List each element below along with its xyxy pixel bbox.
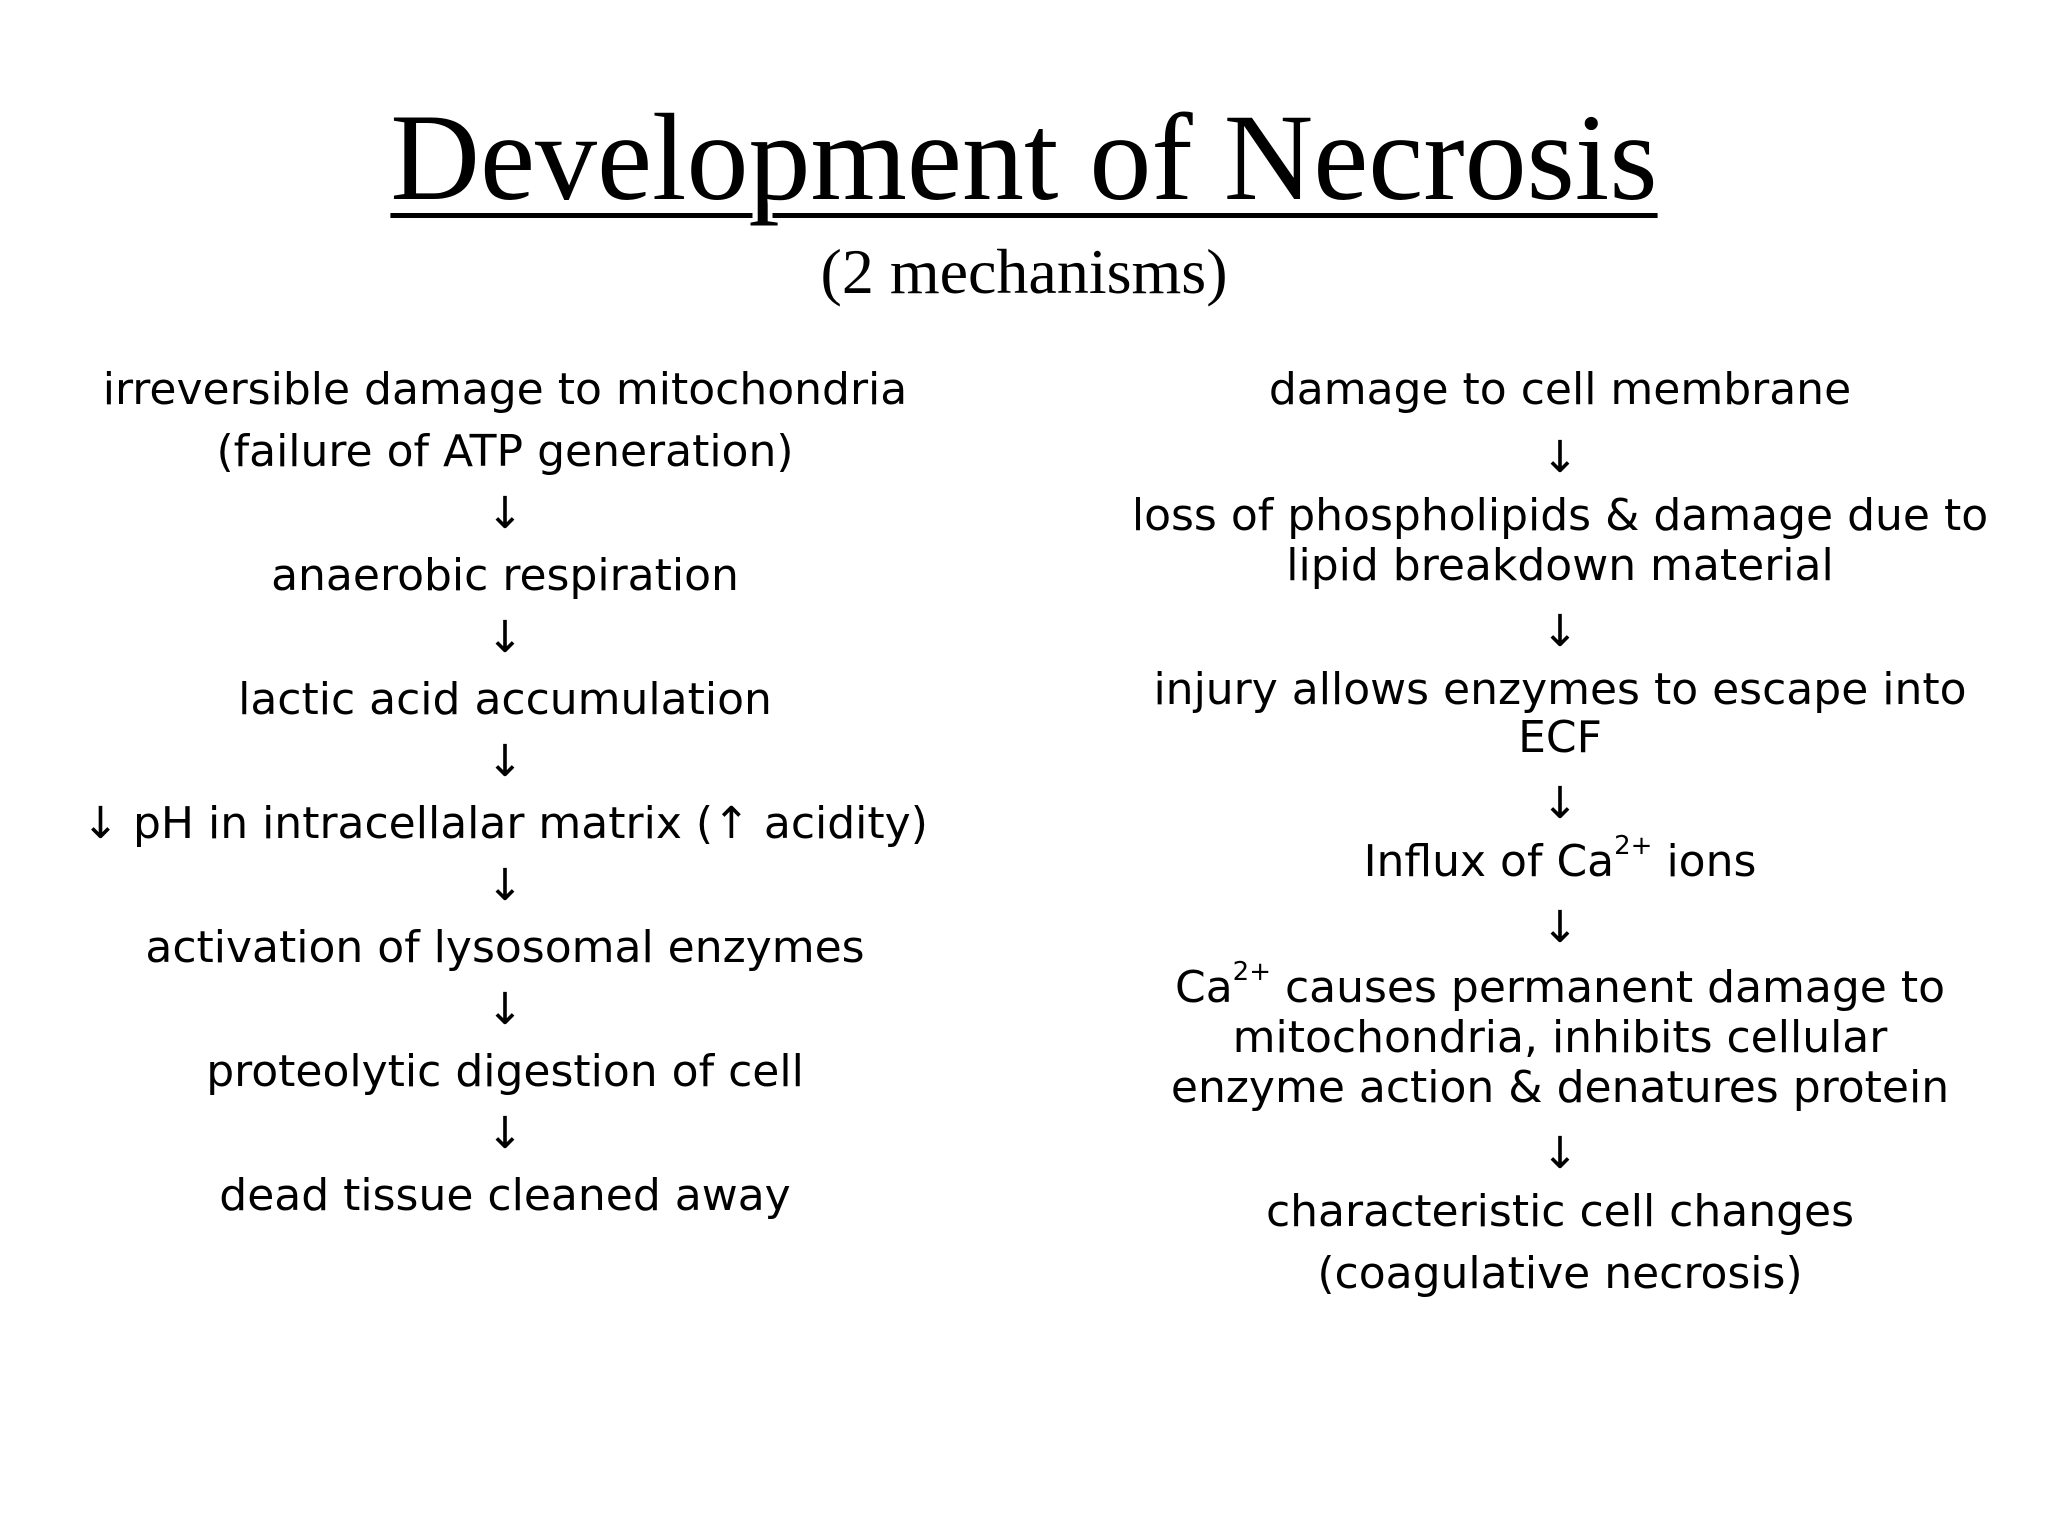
down-arrow-icon: ↓ xyxy=(1541,432,1579,483)
right-step-6-line-2: (coagulative necrosis) xyxy=(1317,1248,1803,1299)
right-step-5-text-end: causes permanent damage to xyxy=(1270,962,1946,1013)
down-arrow-icon: ↓ xyxy=(486,736,524,787)
right-step-1: damage to cell membrane xyxy=(1268,364,1852,415)
down-arrow-icon: ↓ xyxy=(486,984,524,1035)
left-step-6: proteolytic digestion of cell xyxy=(206,1046,804,1097)
left-step-1-line-2: (failure of ATP generation) xyxy=(216,426,794,477)
down-arrow-icon: ↓ xyxy=(1541,1128,1579,1179)
right-step-2-line-1: loss of phospholipids & damage due to xyxy=(1131,490,1989,541)
down-arrow-icon: ↓ xyxy=(1541,778,1579,829)
down-arrow-icon: ↓ xyxy=(486,860,524,911)
down-arrow-icon: ↓ xyxy=(1541,902,1579,953)
down-arrow-icon: ↓ xyxy=(486,612,524,663)
right-step-5-superscript: 2+ xyxy=(1232,957,1271,987)
left-step-3: lactic acid accumulation xyxy=(238,674,772,725)
right-step-6-line-1: characteristic cell changes xyxy=(1265,1186,1855,1237)
right-step-3-line-2: ECF xyxy=(1518,712,1602,763)
slide-title xyxy=(0,88,2048,228)
right-step-3-line-1: injury allows enzymes to escape into xyxy=(1153,664,1967,715)
left-step-7: dead tissue cleaned away xyxy=(219,1170,791,1221)
slide-title-text: Development of Necrosis xyxy=(390,89,1658,226)
right-step-2-line-2: lipid breakdown material xyxy=(1286,540,1834,591)
down-arrow-icon: ↓ xyxy=(1541,606,1579,657)
left-step-1-line-1: irreversible damage to mitochondria xyxy=(102,364,908,415)
left-step-5: activation of lysosomal enzymes xyxy=(145,922,865,973)
down-arrow-icon: ↓ xyxy=(486,488,524,539)
right-step-4-text-end: ions xyxy=(1652,836,1757,887)
down-arrow-icon: ↓ xyxy=(486,1108,524,1159)
slide-subtitle: (2 mechanisms) xyxy=(820,236,1228,307)
left-step-2: anaerobic respiration xyxy=(271,550,739,601)
right-step-5-line-2: mitochondria, inhibits cellular xyxy=(1232,1012,1888,1063)
right-step-4 xyxy=(1090,832,2030,892)
left-step-4: ↓ pH in intracellalar matrix (↑ acidity) xyxy=(82,798,928,849)
right-step-5-text: Ca xyxy=(1174,962,1233,1013)
right-step-5-line-3: enzyme action & denatures protein xyxy=(1170,1062,1950,1113)
right-step-4-superscript: 2+ xyxy=(1614,831,1653,861)
right-step-4-text: Influx of Ca xyxy=(1363,836,1615,887)
